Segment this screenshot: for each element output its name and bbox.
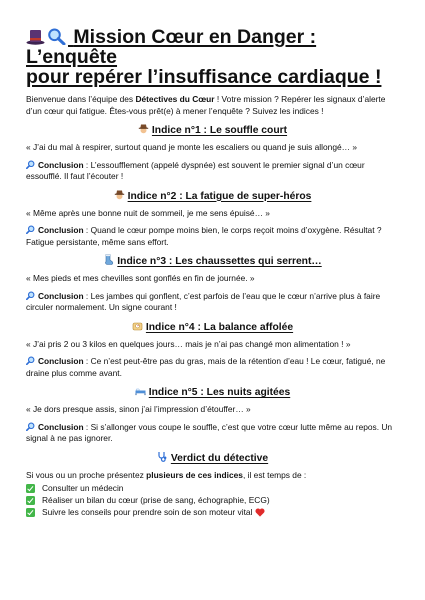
detective-icon (114, 189, 125, 200)
bed-icon (135, 385, 146, 396)
clue-conclusion: Conclusion : Ce n’est peut-être pas du gras, mais de la rétention d’eau ! Le cœur, fatigué, ne draine plus comme avant. (26, 356, 386, 378)
magnifying-glass-icon (47, 28, 66, 45)
stethoscope-icon (157, 451, 168, 462)
check-icon (26, 484, 35, 493)
clue-conclusion: Conclusion : Les jambes qui gonflent, c’est parfois de l’eau que le cœur n’arrive plus à faire circuler normalement. Un signe courant ! (26, 290, 381, 312)
check-icon (26, 496, 35, 505)
checklist-item: Suivre les conseils pour prendre soin de son moteur vital (26, 506, 399, 518)
team-name: Détectives du Cœur (135, 94, 215, 104)
clue-heading: Indice n°3 : Les chaussettes qui serrent… (26, 254, 399, 268)
detective-icon (138, 123, 149, 134)
page-title (26, 27, 399, 87)
heart-icon (255, 508, 265, 517)
top-hat-icon (26, 28, 45, 45)
clue-heading: Indice n°4 : La balance affolée (26, 320, 399, 334)
title-line-1: Mission Cœur en Danger : L’enquête (26, 26, 317, 68)
magnifying-glass-icon (26, 160, 35, 169)
clue-quote: « Mes pieds et mes chevilles sont gonflés en fin de journée. » (26, 273, 255, 283)
magnifying-glass-icon (26, 291, 35, 300)
clue-conclusion: Conclusion : Quand le cœur pompe moins bien, le corps reçoit moins d’oxygène. Résultat ? Fatigue persistante, même sans effort. (26, 225, 382, 247)
sock-icon (103, 254, 114, 265)
verdict-heading: Verdict du détective (26, 451, 399, 465)
verdict-checklist (26, 482, 399, 518)
clue-heading: Indice n°1 : Le souffle court (26, 123, 399, 137)
clue-heading: Indice n°5 : Les nuits agitées (26, 385, 399, 399)
clue-quote: « J’ai du mal à respirer, surtout quand je monte les escaliers ou quand je suis allongé… » (26, 142, 357, 152)
clue-heading: Indice n°2 : La fatigue de super-héros (26, 189, 399, 203)
checklist-item: Consulter un médecin (26, 482, 399, 494)
magnifying-glass-icon (26, 422, 35, 431)
clue-conclusion: Conclusion : L’essoufflement (appelé dyspnée) est souvent le premier signal d’un cœur essoufflé. Il faut l’écouter ! (26, 159, 365, 181)
check-icon (26, 508, 35, 517)
clue-conclusion: Conclusion : Si s’allonger vous coupe le souffle, c’est que votre cœur lutte même au repos. Un signal à ne pas ignorer. (26, 421, 393, 443)
clues-list (26, 123, 399, 445)
scale-icon (132, 320, 143, 331)
clue-quote: « J’ai pris 2 ou 3 kilos en quelques jours… mais je n’ai pas changé mon alimentation ! » (26, 338, 351, 349)
checklist-item: Réaliser un bilan du cœur (prise de sang, échographie, ECG) (26, 494, 399, 506)
verdict-intro: Si vous ou un proche présentez plusieurs de ces indices, il est temps de : (26, 469, 307, 480)
clue-quote: « Même après une bonne nuit de sommeil, je me sens épuisé… » (26, 207, 270, 218)
clue-quote: « Je dors presque assis, sinon j’ai l’impression d’étouffer… » (26, 404, 251, 414)
magnifying-glass-icon (26, 225, 35, 234)
magnifying-glass-icon (26, 356, 35, 365)
title-line-2: pour repérer l’insuffisance cardiaque ! (26, 66, 382, 88)
intro-paragraph: Bienvenue dans l’équipe des Détectives du Cœur ! Votre mission ? Repérer les signaux d’alerte d’un cœur qui fatigue. Êtes-vous prêt(e) à mener l’enquête ? Suivez les indices ! (26, 94, 386, 116)
